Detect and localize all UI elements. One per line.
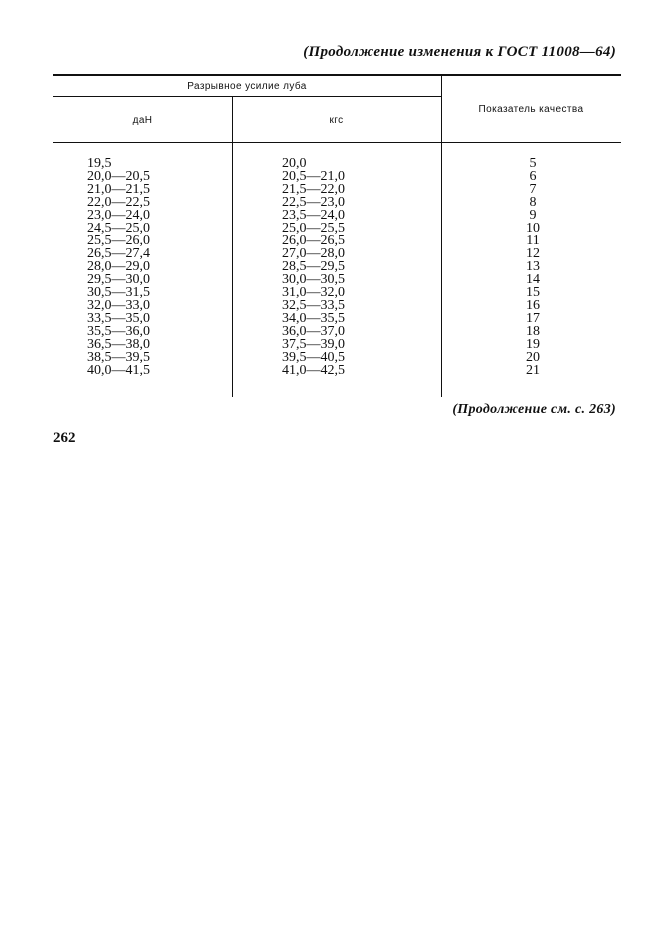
cell-quality: 7 bbox=[529, 181, 537, 197]
cell-dan: 38,5—39,5 bbox=[87, 349, 150, 365]
cell-kgs: 31,0—32,0 bbox=[282, 285, 345, 301]
cell-kgs: 39,5—40,5 bbox=[282, 349, 345, 365]
cell-kgs: 21,5—22,0 bbox=[282, 181, 345, 197]
group-header-title: Разрывное усилие луба bbox=[187, 81, 307, 92]
cell-dan: 36,5—38,0 bbox=[87, 336, 150, 352]
cell-dan: 22,0—22,5 bbox=[87, 194, 150, 210]
cell-quality: 20 bbox=[526, 349, 540, 365]
cell-kgs: 34,0—35,5 bbox=[282, 310, 345, 326]
cell-quality: 9 bbox=[529, 207, 537, 223]
cell-kgs: 20,0 bbox=[282, 156, 307, 171]
cell-dan: 24,5—25,0 bbox=[87, 220, 150, 236]
cell-quality: 18 bbox=[526, 323, 540, 339]
cell-kgs: 37,5—39,0 bbox=[282, 336, 345, 352]
cell-quality: 5 bbox=[529, 156, 537, 171]
header-bottom-rule bbox=[53, 142, 621, 143]
cell-kgs: 20,5—21,0 bbox=[282, 168, 345, 184]
cell-dan: 25,5—26,0 bbox=[87, 233, 150, 249]
column-quality-values bbox=[478, 158, 588, 377]
column-dan-values bbox=[87, 158, 150, 377]
cell-kgs: 28,5—29,5 bbox=[282, 259, 345, 275]
cell-dan: 29,5—30,0 bbox=[87, 272, 150, 288]
cell-dan: 40,0—41,5 bbox=[87, 362, 150, 378]
cell-kgs: 25,0—25,5 bbox=[282, 220, 345, 236]
cell-kgs: 26,0—26,5 bbox=[282, 233, 345, 249]
cell-kgs: 32,5—33,5 bbox=[282, 297, 345, 313]
page-number: 262 bbox=[53, 430, 76, 446]
cell-quality: 12 bbox=[526, 246, 540, 262]
cell-quality: 13 bbox=[526, 259, 540, 275]
cell-dan: 19,5 bbox=[87, 156, 112, 171]
cell-kgs: 23,5—24,0 bbox=[282, 207, 345, 223]
table-top-rule bbox=[53, 74, 621, 76]
cell-quality: 15 bbox=[526, 285, 540, 301]
cell-dan: 33,5—35,0 bbox=[87, 310, 150, 326]
column-header-quality: Показатель качества bbox=[478, 104, 584, 115]
column-header-dan: даН bbox=[132, 115, 153, 126]
cell-quality: 10 bbox=[526, 220, 540, 236]
cell-dan: 35,5—36,0 bbox=[87, 323, 150, 339]
divider-dan-kgs bbox=[232, 97, 233, 397]
cell-quality: 17 bbox=[526, 310, 540, 326]
cell-dan: 21,0—21,5 bbox=[87, 181, 150, 197]
cell-quality: 16 bbox=[526, 297, 540, 313]
cell-quality: 21 bbox=[526, 362, 540, 378]
cell-quality: 11 bbox=[526, 233, 540, 249]
cell-quality: 6 bbox=[529, 168, 537, 184]
cell-kgs: 41,0—42,5 bbox=[282, 362, 345, 378]
divider-group-quality bbox=[441, 75, 442, 397]
cell-quality: 19 bbox=[526, 336, 540, 352]
cell-dan: 23,0—24,0 bbox=[87, 207, 150, 223]
cell-kgs: 36,0—37,0 bbox=[282, 323, 345, 339]
data-table bbox=[53, 72, 621, 402]
cell-quality: 8 bbox=[529, 194, 537, 210]
column-header-kgs: кгс bbox=[329, 115, 344, 126]
cell-dan: 32,0—33,0 bbox=[87, 297, 150, 313]
continuation-footer: (Продолжение см. с. 263) bbox=[452, 402, 616, 417]
column-kgs-values bbox=[282, 158, 345, 377]
cell-dan: 28,0—29,0 bbox=[87, 259, 150, 275]
cell-kgs: 22,5—23,0 bbox=[282, 194, 345, 210]
cell-dan: 30,5—31,5 bbox=[87, 285, 150, 301]
group-header-rule bbox=[53, 96, 441, 97]
cell-kgs: 30,0—30,5 bbox=[282, 272, 345, 288]
cell-quality: 14 bbox=[526, 272, 540, 288]
cell-dan: 20,0—20,5 bbox=[87, 168, 150, 184]
cell-kgs: 27,0—28,0 bbox=[282, 246, 345, 262]
continuation-header: (Продолжение изменения к ГОСТ 11008—64) bbox=[303, 44, 616, 60]
cell-dan: 26,5—27,4 bbox=[87, 246, 150, 262]
